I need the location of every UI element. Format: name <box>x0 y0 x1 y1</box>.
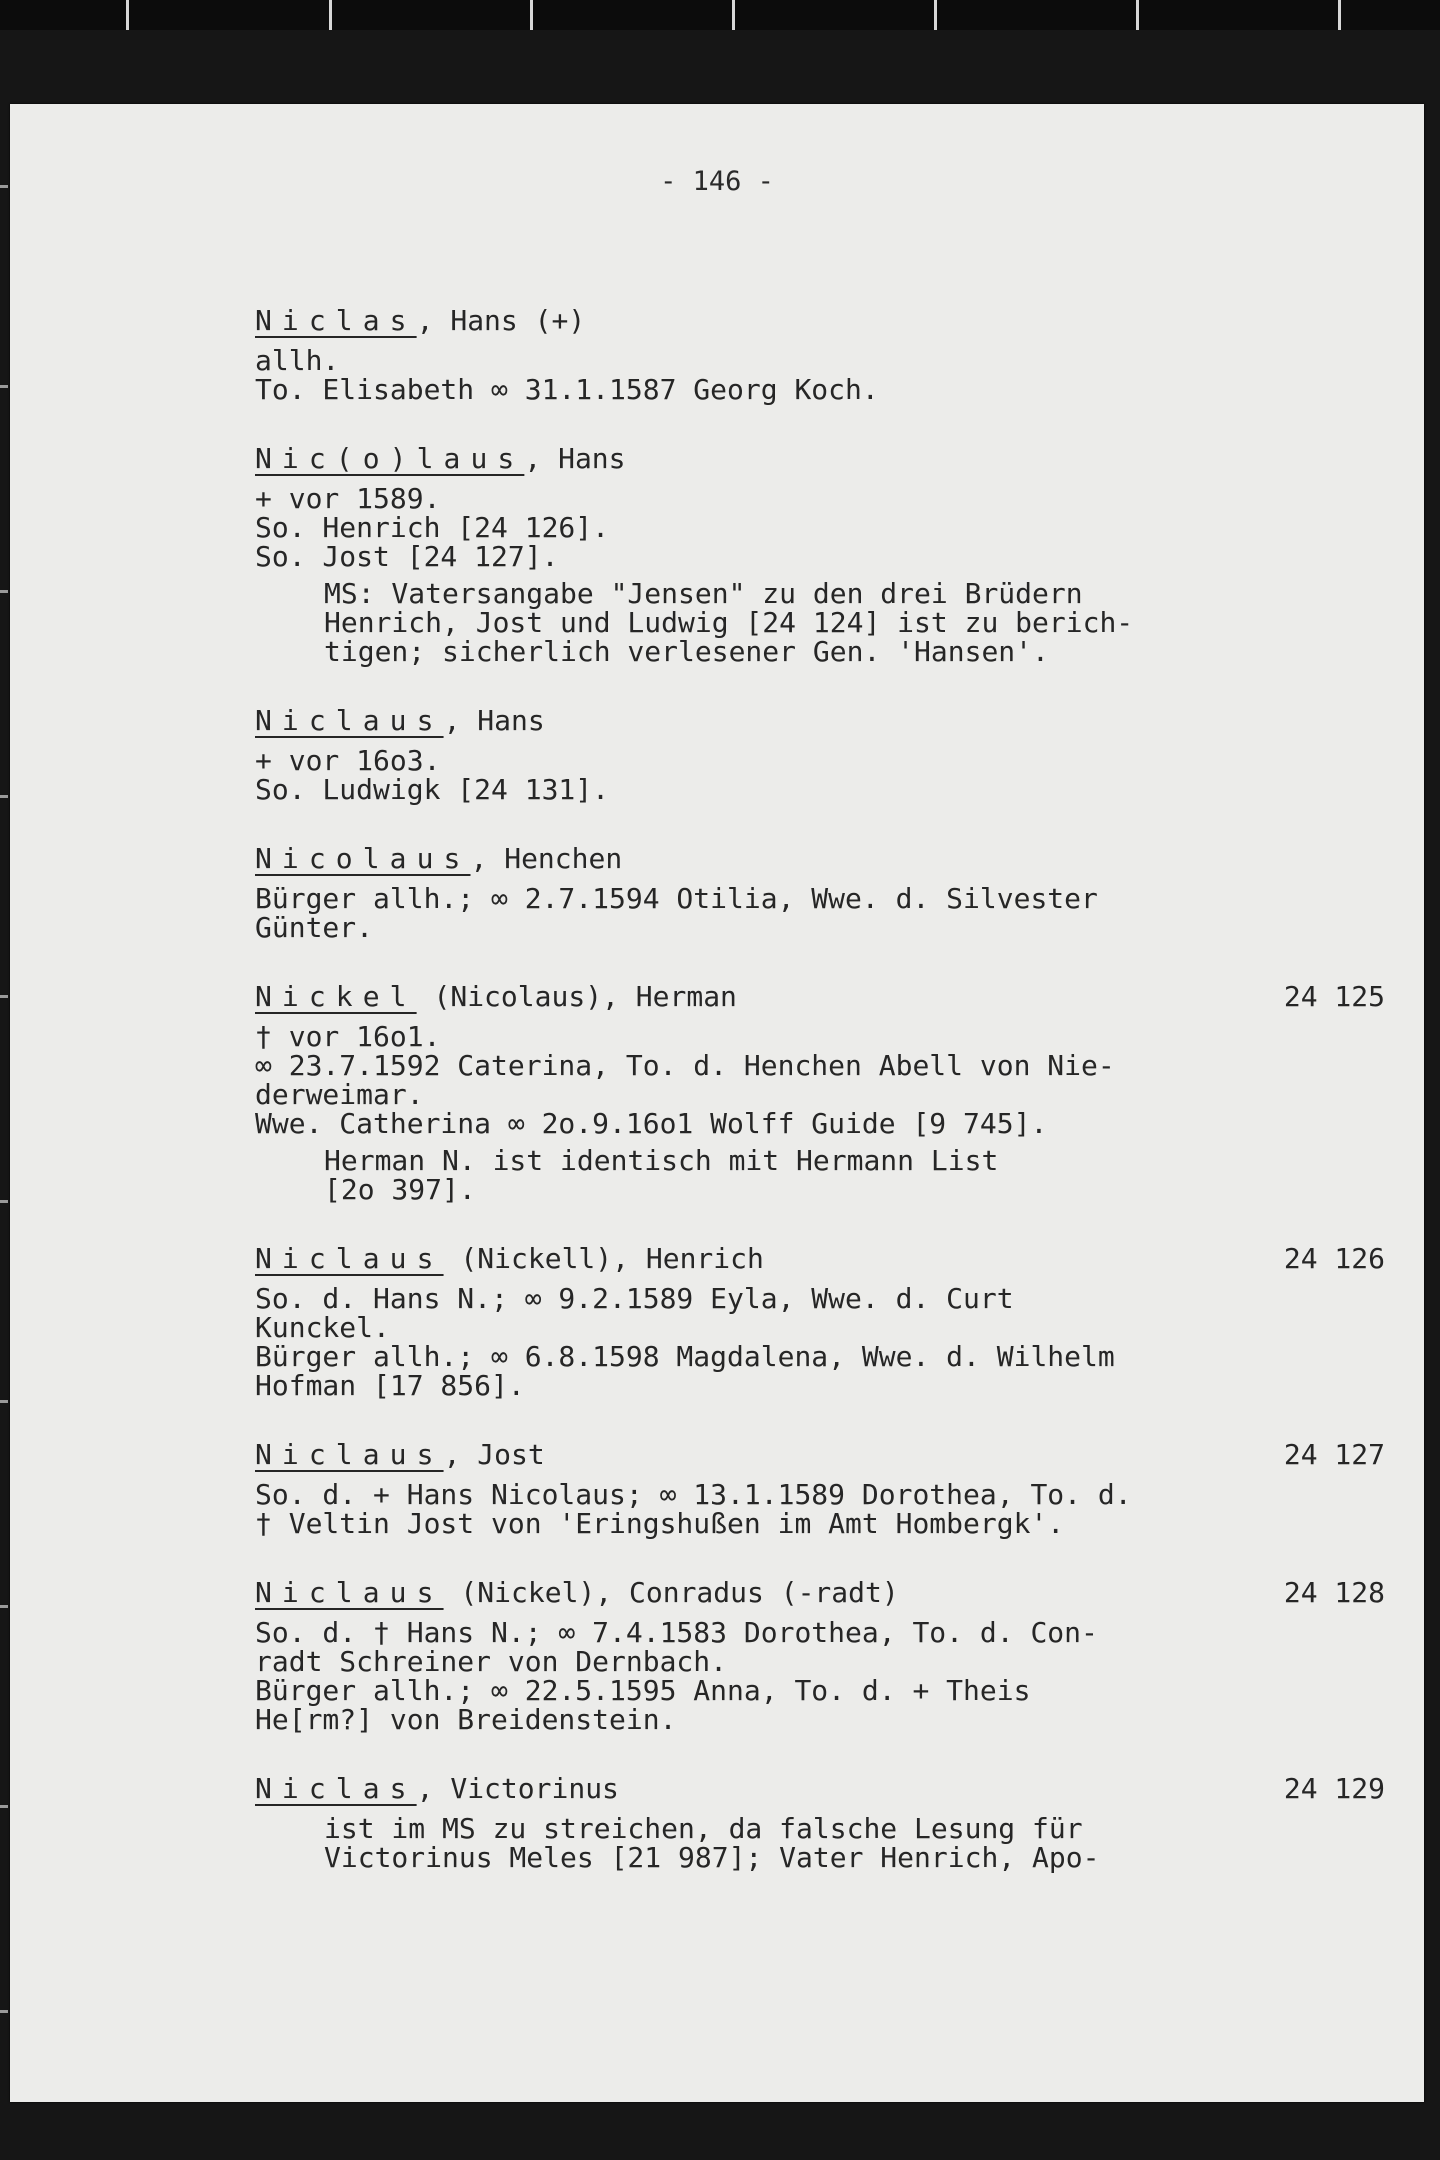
entry-text-line: + vor 16o3. <box>255 744 441 777</box>
genealogy-entry <box>255 1438 1385 1538</box>
entry-text-line: derweimar. <box>255 1078 424 1111</box>
entry-given-name: (Nicolaus), Herman <box>416 980 737 1013</box>
genealogy-entry <box>255 842 1385 942</box>
film-strip-top <box>0 0 1440 30</box>
entry-heading <box>255 1576 1385 1610</box>
entry-text-line: allh. <box>255 344 340 377</box>
entry-reference-number: 24 128 <box>1283 1576 1385 1609</box>
entry-text-line: So. Ludwigk [24 131]. <box>255 773 610 806</box>
entry-surname: Nickel <box>255 980 417 1013</box>
entry-heading <box>255 304 1385 338</box>
entry-text-line: Kunckel. <box>255 1311 390 1344</box>
entry-given-name: , Hans <box>524 442 626 475</box>
edge-mark <box>0 1605 8 1608</box>
film-tick <box>530 0 533 30</box>
entry-text-line: Bürger allh.; ∞ 2.7.1594 Otilia, Wwe. d. Silvester <box>255 882 1098 915</box>
edge-mark <box>0 1200 8 1203</box>
entry-surname: Nicolaus <box>255 842 471 875</box>
edge-mark <box>0 1805 8 1808</box>
entry-heading <box>255 1438 1385 1472</box>
entry-text-line: So. d. † Hans N.; ∞ 7.4.1583 Dorothea, To. d. Con- <box>255 1616 1098 1649</box>
entry-surname: Niclaus <box>255 704 444 737</box>
entry-surname: Niclaus <box>255 1576 444 1609</box>
edge-mark <box>0 2010 8 2013</box>
film-tick <box>126 0 129 30</box>
genealogy-entry <box>255 1242 1385 1400</box>
genealogy-entry <box>255 704 1385 804</box>
entry-text-line: radt Schreiner von Dernbach. <box>255 1645 728 1678</box>
genealogy-entry <box>255 304 1385 404</box>
entry-surname: Niclas <box>255 1772 417 1805</box>
edge-mark <box>0 1400 8 1403</box>
entry-text-line: † Veltin Jost von 'Eringshußen im Amt Hombergk'. <box>255 1507 1065 1540</box>
entry-text-line: Hofman [17 856]. <box>255 1369 525 1402</box>
entry-surname: Nic(o)laus <box>255 442 525 475</box>
entry-given-name: , Hans <box>443 704 545 737</box>
entry-surname: Niclas <box>255 304 417 337</box>
genealogy-entry <box>255 442 1385 666</box>
entry-note-line: Henrich, Jost und Ludwig [24 124] ist zu berich- <box>324 606 1134 639</box>
film-tick <box>934 0 937 30</box>
entry-text-line: † vor 16o1. <box>255 1020 441 1053</box>
edge-mark <box>0 185 8 188</box>
edge-mark <box>0 385 8 388</box>
entry-given-name: (Nickel), Conradus (-radt) <box>443 1576 899 1609</box>
entry-text-line: Bürger allh.; ∞ 22.5.1595 Anna, To. d. + Theis <box>255 1674 1031 1707</box>
edge-mark <box>0 995 8 998</box>
entry-note-line: [2o 397]. <box>324 1173 476 1206</box>
entry-note-line: MS: Vatersangabe "Jensen" zu den drei Brüdern <box>324 577 1083 610</box>
entry-given-name: , Hans (+) <box>416 304 586 337</box>
entry-text-line: + vor 1589. <box>255 482 441 515</box>
film-tick <box>1338 0 1341 30</box>
entry-reference-number: 24 125 <box>1283 980 1385 1013</box>
entry-given-name: , Henchen <box>470 842 623 875</box>
film-tick <box>329 0 332 30</box>
genealogy-entry <box>255 980 1385 1204</box>
entry-note <box>255 579 1385 666</box>
entry-text-line: To. Elisabeth ∞ 31.1.1587 Georg Koch. <box>255 373 879 406</box>
entry-text-line: ∞ 23.7.1592 Caterina, To. d. Henchen Abell von Nie- <box>255 1049 1115 1082</box>
entry-list <box>255 304 1385 1910</box>
entry-reference-number: 24 126 <box>1283 1242 1385 1275</box>
entry-surname: Niclaus <box>255 1242 444 1275</box>
entry-text-line: Wwe. Catherina ∞ 2o.9.16o1 Wolff Guide [9 745]. <box>255 1107 1048 1140</box>
entry-surname: Niclaus <box>255 1438 444 1471</box>
entry-given-name: , Jost <box>443 1438 545 1471</box>
document-page <box>10 104 1424 2102</box>
entry-note <box>255 1146 1385 1204</box>
entry-heading <box>255 704 1385 738</box>
entry-text-line: So. d. Hans N.; ∞ 9.2.1589 Eyla, Wwe. d. Curt <box>255 1282 1014 1315</box>
entry-text-line: Günter. <box>255 911 374 944</box>
entry-heading <box>255 980 1385 1014</box>
entry-text-line: So. d. + Hans Nicolaus; ∞ 13.1.1589 Dorothea, To. d. <box>255 1478 1132 1511</box>
entry-text-line: He[rm?] von Breidenstein. <box>255 1703 677 1736</box>
entry-text-line: So. Jost [24 127]. <box>255 540 559 573</box>
page-number: - 146 - <box>660 166 774 197</box>
genealogy-entry <box>255 1576 1385 1734</box>
film-tick <box>1136 0 1139 30</box>
entry-reference-number: 24 127 <box>1283 1438 1385 1471</box>
entry-note-line: ist im MS zu streichen, da falsche Lesung für <box>324 1812 1083 1845</box>
entry-text-line: Bürger allh.; ∞ 6.8.1598 Magdalena, Wwe. d. Wilhelm <box>255 1340 1115 1373</box>
entry-given-name: (Nickell), Henrich <box>443 1242 764 1275</box>
film-tick <box>732 0 735 30</box>
genealogy-entry <box>255 1772 1385 1872</box>
entry-note-line: Herman N. ist identisch mit Hermann List <box>324 1144 999 1177</box>
entry-heading <box>255 842 1385 876</box>
entry-note-line: Victorinus Meles [21 987]; Vater Henrich, Apo- <box>324 1841 1100 1874</box>
entry-text-line: So. Henrich [24 126]. <box>255 511 610 544</box>
entry-note <box>255 1814 1385 1872</box>
edge-mark <box>0 590 8 593</box>
entry-heading <box>255 1242 1385 1276</box>
entry-reference-number: 24 129 <box>1283 1772 1385 1805</box>
entry-note-line: tigen; sicherlich verlesener Gen. 'Hansen'. <box>324 635 1049 668</box>
entry-given-name: , Victorinus <box>416 1772 619 1805</box>
edge-mark <box>0 795 8 798</box>
entry-heading <box>255 442 1385 476</box>
entry-heading <box>255 1772 1385 1806</box>
